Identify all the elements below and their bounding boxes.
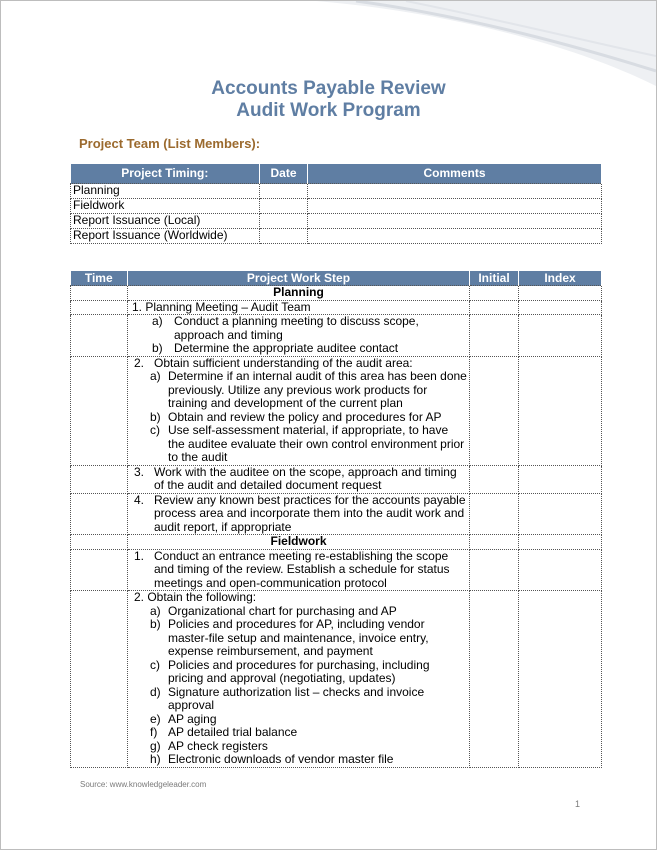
step-cell: 4. Review any known best practices for the accounts payable process area and incorporate them into the audit work and audit report, if appropriate bbox=[128, 493, 470, 535]
table-row bbox=[71, 184, 602, 199]
work-header-initial: Initial bbox=[470, 271, 519, 286]
initial-cell[interactable] bbox=[470, 315, 519, 357]
index-cell[interactable] bbox=[519, 549, 602, 591]
time-cell[interactable] bbox=[71, 493, 128, 535]
section-row bbox=[71, 535, 602, 550]
substep-text: Use self-assessment material, if appropriate, to have the auditee evaluate their own control environment prior to the audit bbox=[168, 423, 465, 464]
timing-row-label: Planning bbox=[71, 184, 260, 199]
substep-text: Conduct a planning meeting to discuss scope, approach and timing bbox=[174, 314, 419, 342]
timing-row-label: Report Issuance (Local) bbox=[71, 214, 260, 229]
step-text: Obtain sufficient understanding of the audit area: bbox=[154, 355, 413, 370]
initial-cell[interactable] bbox=[470, 591, 519, 768]
work-header-step: Project Work Step bbox=[128, 271, 470, 286]
time-cell[interactable] bbox=[71, 315, 128, 357]
substep-text: Organizational chart for purchasing and AP bbox=[168, 603, 397, 618]
initial-cell[interactable] bbox=[470, 549, 519, 591]
timing-row-label: Fieldwork bbox=[71, 199, 260, 214]
section-fieldwork: Fieldwork bbox=[128, 535, 470, 550]
substep-text: Determine the appropriate auditee contact bbox=[174, 341, 399, 355]
work-step-table bbox=[70, 271, 602, 768]
index-cell[interactable] bbox=[519, 493, 602, 535]
table-row bbox=[71, 356, 602, 465]
source-footnote: Source: www.knowledgeleader.com bbox=[80, 780, 207, 789]
time-cell[interactable] bbox=[71, 356, 128, 465]
timing-header-comments: Comments bbox=[308, 164, 602, 184]
table-row bbox=[71, 591, 602, 768]
substep-text: Obtain and review the policy and procedures for AP bbox=[168, 409, 442, 424]
index-cell[interactable] bbox=[519, 465, 602, 493]
timing-row-label: Report Issuance (Worldwide) bbox=[71, 229, 260, 244]
time-cell[interactable] bbox=[71, 300, 128, 315]
step-cell: a) Conduct a planning meeting to discuss scope, approach and timing b) Determine the appropriate auditee contact bbox=[128, 315, 470, 357]
step-text: Work with the auditee on the scope, approach and timing of the audit and detailed document request bbox=[154, 464, 457, 492]
time-cell[interactable] bbox=[71, 591, 128, 768]
project-timing-table bbox=[70, 164, 602, 244]
section-planning: Planning bbox=[128, 286, 470, 301]
timing-date-cell[interactable] bbox=[260, 214, 308, 229]
substep-text: Determine if an internal audit of this area has been done previously. Utilize any previous work products for training and development of the current plan bbox=[168, 369, 467, 410]
initial-cell[interactable] bbox=[470, 356, 519, 465]
timing-header-project: Project Timing: bbox=[71, 164, 260, 184]
table-row bbox=[71, 229, 602, 244]
timing-date-cell[interactable] bbox=[260, 199, 308, 214]
initial-cell[interactable] bbox=[470, 465, 519, 493]
table-row bbox=[71, 465, 602, 493]
table-row bbox=[71, 493, 602, 535]
step-cell: 3. Work with the auditee on the scope, approach and timing of the audit and detailed document request bbox=[128, 465, 470, 493]
substep-text: Policies and procedures for AP, including vendor master-file setup and maintenance, invoice entry, expense reimbursement, and payment bbox=[168, 617, 429, 658]
time-cell[interactable] bbox=[71, 465, 128, 493]
table-row bbox=[71, 315, 602, 357]
index-cell[interactable] bbox=[519, 356, 602, 465]
index-cell[interactable] bbox=[519, 591, 602, 768]
timing-comment-cell[interactable] bbox=[308, 229, 602, 244]
step-cell: 1. Conduct an entrance meeting re-establishing the scope and timing of the review. Establish a schedule for status meetings and open-communication protocol bbox=[128, 549, 470, 591]
time-cell[interactable] bbox=[71, 549, 128, 591]
table-row bbox=[71, 214, 602, 229]
timing-comment-cell[interactable] bbox=[308, 184, 602, 199]
substep-text: Electronic downloads of vendor master file bbox=[168, 752, 394, 766]
initial-cell[interactable] bbox=[470, 300, 519, 315]
document-title-line1: Accounts Payable Review bbox=[211, 78, 446, 99]
section-row bbox=[71, 286, 602, 301]
page-number: 1 bbox=[575, 799, 581, 809]
work-header-time: Time bbox=[71, 271, 128, 286]
table-row bbox=[71, 300, 602, 315]
project-team-label: Project Team (List Members): bbox=[79, 136, 261, 151]
timing-comment-cell[interactable] bbox=[308, 214, 602, 229]
document-title-line2: Audit Work Program bbox=[236, 100, 421, 121]
timing-header-row bbox=[71, 164, 602, 184]
step-planning-meeting: 1. Planning Meeting – Audit Team bbox=[128, 300, 470, 315]
timing-date-cell[interactable] bbox=[260, 229, 308, 244]
step-text: 2. Obtain the following: bbox=[134, 590, 257, 604]
timing-comment-cell[interactable] bbox=[308, 199, 602, 214]
substep-text: Policies and procedures for purchasing, including pricing and approval (negotiating, updates) bbox=[168, 657, 430, 685]
step-text: Review any known best practices for the accounts payable process area and incorporate them into the audit work and audit report, if appropriate bbox=[154, 492, 466, 534]
index-cell[interactable] bbox=[519, 300, 602, 315]
substep-text: AP aging bbox=[168, 711, 217, 726]
work-header-row bbox=[71, 271, 602, 286]
initial-cell[interactable] bbox=[470, 493, 519, 535]
timing-header-date: Date bbox=[260, 164, 308, 184]
substep-text: AP detailed trial balance bbox=[168, 725, 298, 739]
table-row bbox=[71, 199, 602, 214]
substep-text: Signature authorization list – checks and invoice approval bbox=[168, 684, 425, 712]
substep-text: AP check registers bbox=[168, 738, 268, 753]
step-text: Conduct an entrance meeting re-establishing the scope and timing of the review. Establish a schedule for status meetings and open-communication protocol bbox=[154, 548, 450, 590]
table-row bbox=[71, 549, 602, 591]
step-cell: 2. Obtain the following: a) Organizational chart for purchasing and AP b) Policies and procedures for AP, including vendor master-file setup and maintenance, invoice entry, expense reimbursement, and payment c) Policies and procedures for purchasing, including pricing and approval (negotiating, updates) d) Signature authorization list – checks and invoice approval e) AP aging f) AP detailed trial balance g) AP check registers h) Electronic downloads of vendor master file bbox=[128, 591, 470, 768]
index-cell[interactable] bbox=[519, 315, 602, 357]
work-header-index: Index bbox=[519, 271, 602, 286]
timing-date-cell[interactable] bbox=[260, 184, 308, 199]
step-cell: 2. Obtain sufficient understanding of the audit area: a) Determine if an internal audit of this area has been done previously. Utilize any previous work products for training and development of the current plan b) Obtain and review the policy and procedures for AP c) Use self-assessment material, if appropriate, to have the auditee evaluate their own control environment prior to the audit bbox=[128, 356, 470, 465]
